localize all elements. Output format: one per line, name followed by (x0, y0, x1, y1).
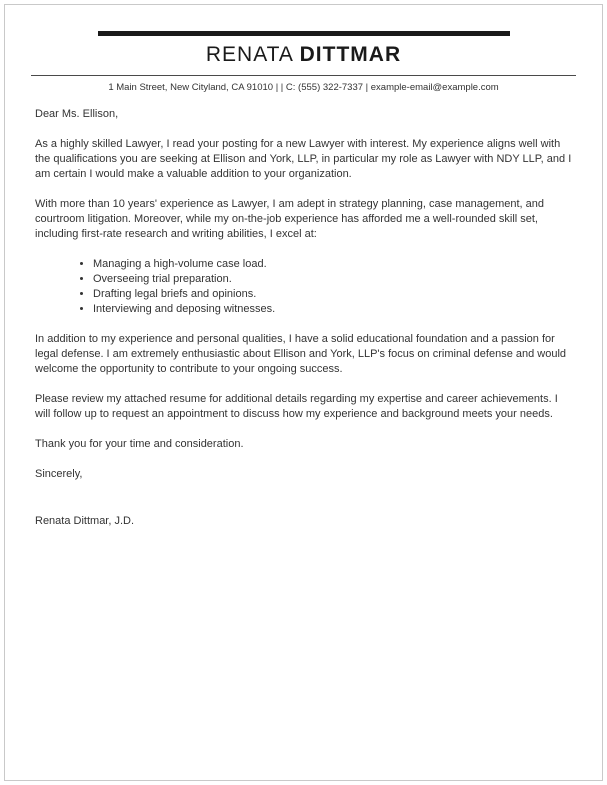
paragraph-education: In addition to my experience and personal qualities, I have a solid educational foundation and a passion for legal defense. I am extremely enthusiastic about Ellison and York, LLP's focus on criminal defense and would welcome the opportunity to contribute to your ongoing success. (35, 333, 567, 375)
paragraph-thanks: Thank you for your time and consideration. (35, 438, 244, 450)
candidate-name (5, 42, 602, 68)
skills-bullet-list (35, 257, 572, 317)
signoff: Sincerely, (35, 468, 83, 480)
header-thin-rule (31, 75, 576, 76)
paragraph-intro: As a highly skilled Lawyer, I read your posting for a new Lawyer with interest. My experience aligns well with the qualifications you are seeking at Ellison and York, LLP, in particular my role as Lawyer with NDY LLP, and I am certain I would make a valuable addition to your organization. (35, 138, 572, 180)
bullet-item: • Interviewing and deposing witnesses. (93, 302, 572, 317)
signature-name: Renata Dittmar, J.D. (35, 515, 135, 527)
paragraph-experience: With more than 10 years' experience as Lawyer, I am adept in strategy planning, case management, and courtroom litigation. Moreover, while my on-the-job experience has afforded me a well-rounded skill set, including first-rate research and writing abilities, I excel at: (35, 198, 544, 240)
bullet-item: • Managing a high-volume case load. (93, 257, 572, 272)
bullet-item: • Drafting legal briefs and opinions. (93, 287, 572, 302)
contact-info: 1 Main Street, New Cityland, CA 91010 | | C: (555) 322-7337 | example-email@example.com (108, 82, 499, 93)
salutation: Dear Ms. Ellison, (35, 108, 119, 120)
bullet-item: • Overseeing trial preparation. (93, 272, 572, 287)
paragraph-followup: Please review my attached resume for additional details regarding my expertise and career achievements. I will follow up to request an appointment to discuss how my experience and background meets your needs. (35, 393, 558, 420)
letter-body (5, 107, 602, 529)
header-thick-rule (98, 31, 510, 36)
candidate-last-name: DITTMAR (299, 43, 402, 66)
letter-header (5, 5, 602, 93)
candidate-first-name: RENATA (205, 43, 293, 66)
cover-letter-page (4, 4, 603, 781)
